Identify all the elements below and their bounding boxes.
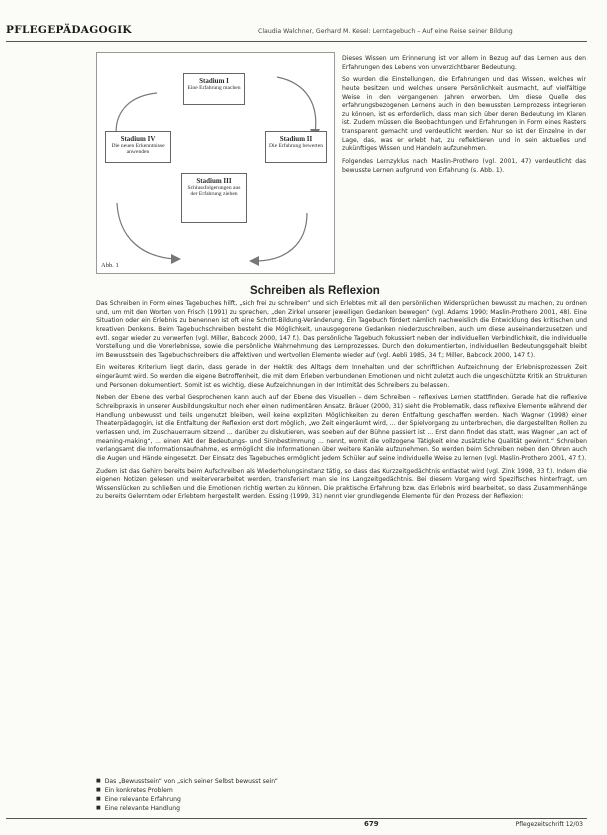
list-item [96, 777, 576, 786]
bullet-icon: ■ [96, 805, 101, 812]
side-paragraph: Folgendes Lernzyklus nach Maslin-Prothero (vgl. 2001, 47) verdeutlicht das bewusste Lernen aufgrund von Erfahrung (s. Abb. 1). [342, 158, 586, 174]
stage-2-desc: Die Erfahrung bewerten [268, 143, 324, 149]
bullet-icon: ■ [96, 796, 101, 803]
list-item-text: Eine relevante Erfahrung [104, 796, 181, 804]
page-number: 679 [364, 820, 379, 828]
stage-1 [183, 73, 245, 105]
stage-1-title: Stadium I [199, 77, 229, 85]
section-body [96, 300, 587, 506]
bullet-icon: ■ [96, 778, 101, 784]
stage-4 [105, 131, 171, 163]
stage-2-title: Stadium II [279, 135, 313, 143]
learning-cycle-figure [96, 52, 335, 274]
figure-label: Abb. 1 [101, 262, 119, 269]
header-meta: Claudia Walchner, Gerhard M. Kesel: Lerntagebuch – Auf eine Reise seiner Bildung [258, 28, 513, 35]
footer-rule [6, 818, 587, 819]
journal-issue: Pflegezeitschrift 12/03 [515, 821, 583, 828]
side-paragraph: So wurden die Einstellungen, die Erfahrungen und das Wissen, welches wir heute besitzen und welches unsere Persönlichkeit ausmacht, auf vielfältige Weise in den vergangenen Jahren erworben. Um diese Quelle des erfahrungsbezogenen Lernens auch in den bewussten Lernprozess integrieren zu können, ist es erforderlich, dass man sich über deren Bedeutung im Klaren ist. Zudem müssen die Beobachtungen und Erfahrungen in Form eines Rasters transparent gemacht und verdeutlicht werden. Nur so ist der Einzelne in der Lage, das, was er erlebt hat, zu reflektieren und in sein aktuelles und zukünftiges Wissen und Handeln aufzunehmen. [342, 76, 586, 153]
body-paragraph: Das Schreiben in Form eines Tagebuches hilft, „sich frei zu schreiben“ und sich Erlebtes mit all den persönlichen Widersprüchen bewusst zu machen, zu ordnen und, um mit den Worten von Frisch (1991) zu sprechen, „den Zirkel unserer jeweiligen Gedanken bewegen“ (vgl. Adams 1990; Maslin-Prothero 2001, 48). Eine Situation oder ein Erlebnis zu benennen ist oft eine Schritt-Bildung-Veränderung. Ein Tagebuch fördert nämlich nachweislich die Entwicklung des kritischen und kreativen Denkens. Beim Tagebuchschreiben besteht die Möglichkeit, unausgegorene Gedanken niederzuschreiben, auch um diese auseinanderzusetzen und evtl. sogar wieder zu verwerfen (vgl. Miller, Babcock 2000, 147 f.). Das persönliche Tagebuch fokussiert neben der individuellen Verbindlichkeit, die individuelle Vorstellung und die Vorerlebnisse, sowie die persönliche Wahrnehmung des Lernprozesses. Durch den dokumentierten, individuellen Bedeutungsgehalt bleibt im Bewusstsein des Tagebuchschreibers die affektiven und wertvollen Elemente wieder auf (vgl. Aebli 1985, 34 f.; Miller, Babcock 2000, 147 f.). [96, 300, 587, 359]
body-paragraph: Neben der Ebene des verbal Gesprochenen kann auch auf der Ebene des Visuellen – dem Schreiben – reflexives Lernen stattfinden. Gerade hat die reflexive Schreibpraxis in unserer Ausbildungskultur noch eher einen rudimentären Ansatz. Bräuer (2000, 31) sieht die Problematik, dass reflexive Elemente während der Handlung unbewusst und teils ungenutzt bleiben, weil keine expliziten Möglichkeiten zu deren Entfaltung geschaffen werden. Nach Wagner (1998) einer Theaterpädagogin, ist die Entfaltung der Reflexion erst dort möglich, „wo Zeit eingeräumt wird, ... der Spielvorgang zu unterbrechen, die dargestellten Rollen zu verlassen und, im Zuschauerraum sitzend ... darüber zu diskutieren, was soeben auf der Bühne passiert ist ... Erst dann findet das statt, was Wagner „an act of meaning-making“, ... einen Akt der Bedeutungs- und Sinnbestimmung ... nennt, womit die vollzogene Tätigkeit eine zusätzliche Qualität gewinnt.“ Schreiben verlangsamt die Informationsaufnahme, es ermöglicht die Informationen über weitere Kanäle aufzunehmen. So werden beim Schreiben neben den Ohren auch die Augen und Hände eingesetzt. Der Einsatz des Tagebuches ermöglicht jedem Schüler auf seine individuelle Weise zu lernen (vgl. Maslin-Prothero 2001, 47 f.). [96, 394, 587, 462]
list-item-text: Ein konkretes Problem [104, 787, 173, 795]
arrowhead-3 [171, 254, 181, 264]
list-item [96, 795, 576, 804]
stage-3 [181, 173, 247, 223]
stage-3-desc: Schlussfolgerungen aus der Erfahrung ziehen [187, 185, 241, 198]
arrow-top-right [277, 77, 316, 133]
bullet-icon: ■ [96, 787, 101, 794]
body-paragraph: Ein weiteres Kriterium liegt darin, dass gerade in der Hektik des Alltags dem Innehalten und der schriftlichen Aufzeichnung der Erlebnisprozessen Zeit eingeräumt wird. So werden die eigene Betroffenheit, die mit dem Erleben verbundenen Emotionen und nicht zuletzt auch die ungeschützte Kritik an Strukturen und Personen dokumentiert. Somit ist es wichtig, diese Aufzeichnungen in der Intimität des Schreibers zu belassen. [96, 364, 587, 389]
list-item [96, 786, 576, 795]
side-paragraph: Dieses Wissen um Erinnerung ist vor allem in Bezug auf das Lernen aus den Erfahrungen des Lebens von unverzichtbarer Bedeutung. [342, 55, 586, 71]
list-item [96, 804, 576, 813]
stage-3-title: Stadium III [196, 177, 232, 185]
arrow-bottom-right [255, 213, 307, 261]
arrowhead-4 [249, 256, 259, 266]
header-rule [6, 41, 587, 42]
body-paragraph: Zudem ist das Gehirn bereits beim Aufschreiben als Wiederholungsinstanz tätig, so dass das Kurzzeitgedächtnis entlastet wird (vgl. Zink 1998, 33 f.). Indem die eigenen Notizen gelesen und weiterverarbeitet werden, transferiert man sie ins Langzeitgedächtnis. Bei diesem Vorgang wird Spezifisches hinterfragt, um Wissenslücken zu schließen und die Emotionen richtig werten zu können. Die praktische Erfahrung bzw. das Erlebnis wird bearbeitet, so dass Zusammenhänge zu bereits Gelerntem oder Erlebtem hergestellt werden. Essing (1999, 31) nennt vier grundlegende Elemente für den Prozess der Reflexion: [96, 467, 587, 501]
side-column-text [342, 55, 586, 179]
header-brand: PFLEGEPÄDAGOGIK [6, 24, 132, 36]
stage-1-desc: Eine Erfahrung machen [187, 85, 241, 91]
stage-4-title: Stadium IV [120, 135, 156, 143]
list-item-text: Eine relevante Handlung [104, 805, 180, 813]
arrow-bottom-left [117, 203, 175, 259]
stage-4-desc: Die neuen Erkenntnisse anwenden [111, 143, 165, 156]
section-title: Schreiben als Reflexion [250, 285, 380, 297]
list-item-text: Das „Bewusstsein“ von „sich seiner Selbst bewusst sein“ [104, 778, 278, 785]
reflection-elements-list [96, 777, 576, 814]
stage-2 [265, 131, 327, 163]
